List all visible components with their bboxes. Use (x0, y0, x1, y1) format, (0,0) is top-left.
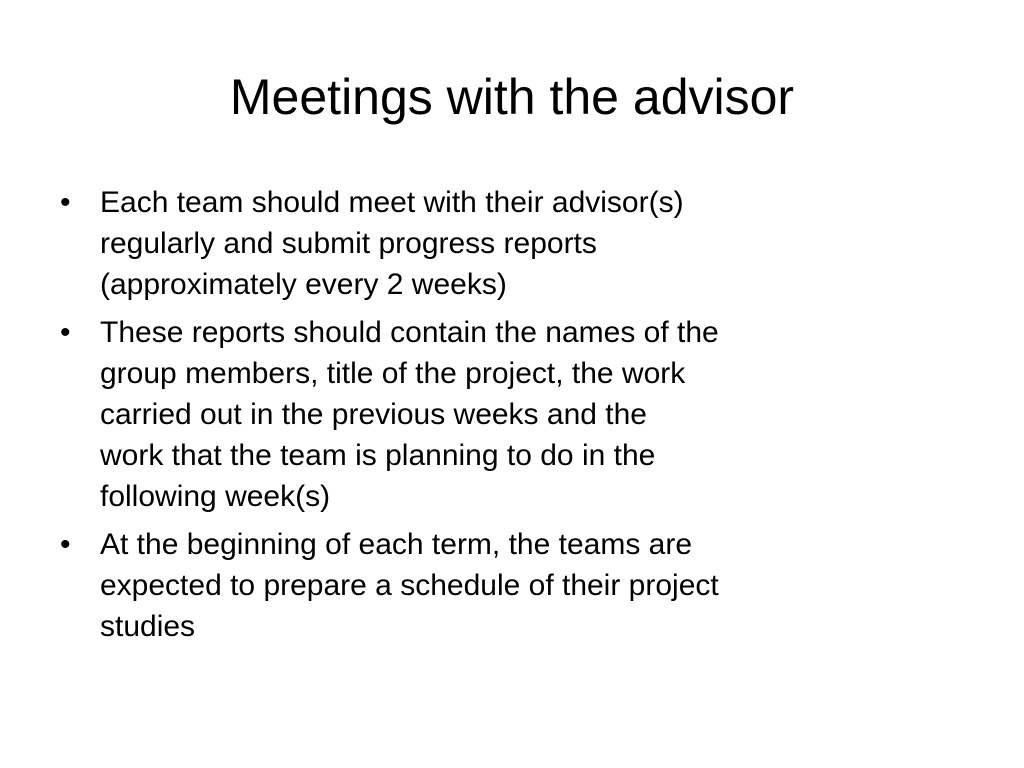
bullet-icon: • (60, 316, 71, 349)
bullet-icon: • (60, 528, 71, 561)
bullet-list (56, 182, 971, 654)
bullet-item (56, 312, 971, 517)
bullet-text-line: following week(s) (100, 480, 331, 513)
bullet-text-line: Each team should meet with their advisor(s) (100, 186, 684, 219)
bullet-text-line: work that the team is planning to do in the (100, 439, 656, 472)
bullet-text-line: group members, title of the project, the work (100, 357, 686, 390)
bullet-text-line: These reports should contain the names of the (100, 316, 719, 349)
bullet-text-line: studies (100, 610, 196, 643)
slide-title: Meetings with the advisor (229, 69, 795, 125)
bullet-item (56, 182, 971, 305)
bullet-icon: • (60, 186, 71, 219)
bullet-text-line: (approximately every 2 weeks) (100, 268, 507, 301)
bullet-text-line: At the beginning of each term, the teams are (100, 528, 693, 561)
bullet-text-line: regularly and submit progress reports (100, 227, 597, 260)
bullet-text-line: expected to prepare a schedule of their project (100, 569, 719, 602)
bullet-item (56, 524, 971, 647)
bullet-text-line: carried out in the previous weeks and the (100, 398, 647, 431)
